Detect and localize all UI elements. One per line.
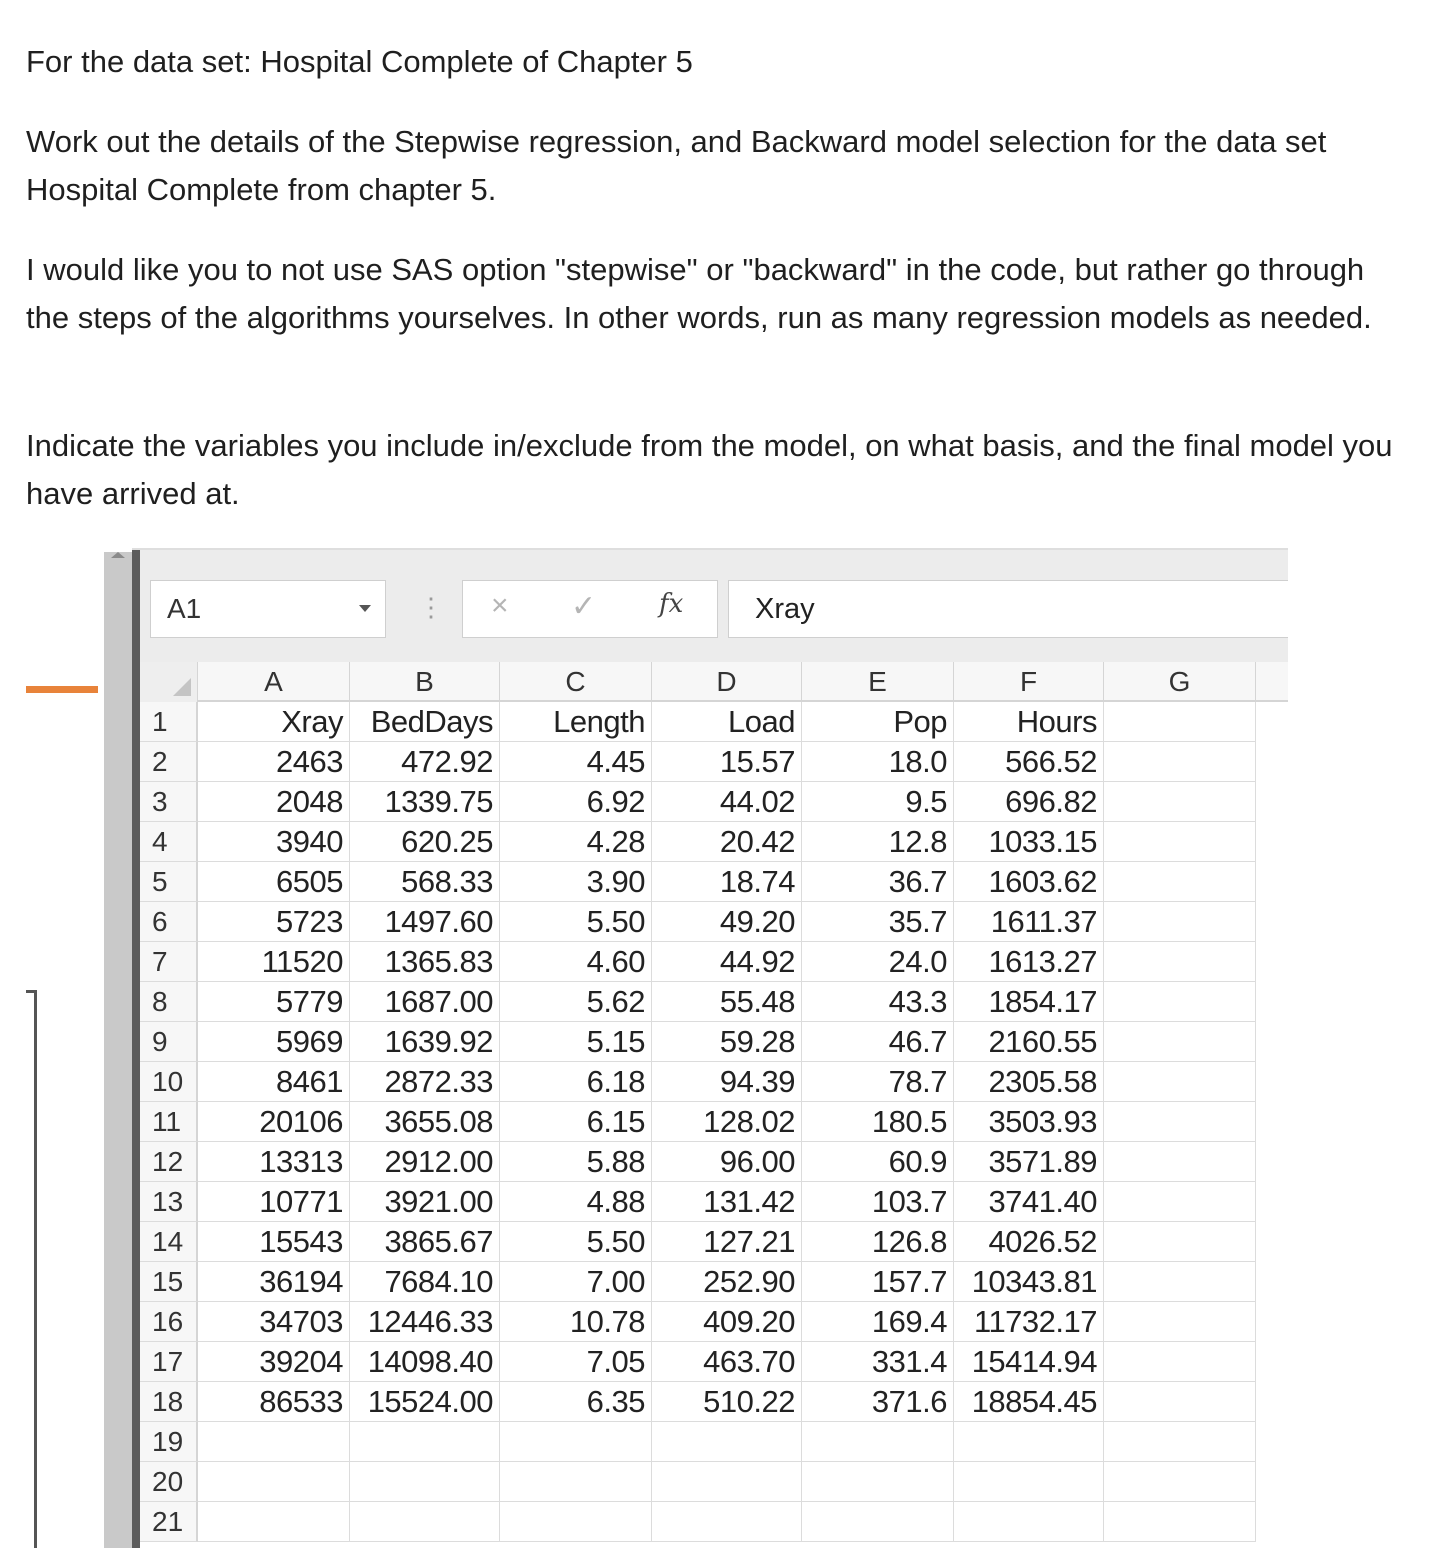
cell-e6[interactable]: 35.7: [802, 902, 954, 942]
cell-d16[interactable]: 409.20: [652, 1302, 802, 1342]
cell-b20[interactable]: [350, 1462, 500, 1502]
cell-c17[interactable]: 7.05: [500, 1342, 652, 1382]
cell-c8[interactable]: 5.62: [500, 982, 652, 1022]
cell-a8[interactable]: 5779: [198, 982, 350, 1022]
cell-g12[interactable]: [1104, 1142, 1256, 1182]
cell-c1[interactable]: Length: [500, 702, 652, 742]
cell-b12[interactable]: 2912.00: [350, 1142, 500, 1182]
row-header-2[interactable]: 2: [140, 742, 198, 782]
select-all-corner[interactable]: [140, 662, 198, 702]
cell-f17[interactable]: 15414.94: [954, 1342, 1104, 1382]
formula-bar-buttons: [462, 580, 718, 638]
cell-g11[interactable]: [1104, 1102, 1256, 1142]
cell-a16[interactable]: 34703: [198, 1302, 350, 1342]
cell-e17[interactable]: 331.4: [802, 1342, 954, 1382]
question-line-dataset: For the data set: Hospital Complete of Chapter 5: [26, 44, 693, 79]
cell-b14[interactable]: 3865.67: [350, 1222, 500, 1262]
cell-c6[interactable]: 5.50: [500, 902, 652, 942]
cell-c2[interactable]: 4.45: [500, 742, 652, 782]
cell-a10[interactable]: 8461: [198, 1062, 350, 1102]
cell-a5[interactable]: 6505: [198, 862, 350, 902]
column-header-c[interactable]: C: [500, 662, 652, 702]
accent-divider: [26, 686, 98, 693]
question-line-task: Work out the details of the Stepwise regression, and Backward model selection for the data set Hospital Complete from chapter 5.: [26, 124, 1327, 207]
cell-g5[interactable]: [1104, 862, 1256, 902]
cell-c7[interactable]: 4.60: [500, 942, 652, 982]
cell-c3[interactable]: 6.92: [500, 782, 652, 822]
cell-b16[interactable]: 12446.33: [350, 1302, 500, 1342]
cell-d18[interactable]: 510.22: [652, 1382, 802, 1422]
insert-function-icon[interactable]: fx: [659, 589, 684, 619]
cell-b19[interactable]: [350, 1422, 500, 1462]
cell-f5[interactable]: 1603.62: [954, 862, 1104, 902]
row-header-16[interactable]: 16: [140, 1302, 198, 1342]
row-header-6[interactable]: 6: [140, 902, 198, 942]
row-header-10[interactable]: 10: [140, 1062, 198, 1102]
cell-b11[interactable]: 3655.08: [350, 1102, 500, 1142]
cell-g7[interactable]: [1104, 942, 1256, 982]
cell-c20[interactable]: [500, 1462, 652, 1502]
cell-f6[interactable]: 1611.37: [954, 902, 1104, 942]
cell-f21[interactable]: [954, 1502, 1104, 1542]
cell-e16[interactable]: 169.4: [802, 1302, 954, 1342]
chevron-down-icon[interactable]: [359, 605, 371, 612]
cell-a14[interactable]: 15543: [198, 1222, 350, 1262]
cell-b15[interactable]: 7684.10: [350, 1262, 500, 1302]
cell-e1[interactable]: Pop: [802, 702, 954, 742]
cell-e4[interactable]: 12.8: [802, 822, 954, 862]
select-all-triangle-icon[interactable]: [173, 678, 191, 696]
cell-e7[interactable]: 24.0: [802, 942, 954, 982]
column-header-b[interactable]: B: [350, 662, 500, 702]
cell-c10[interactable]: 6.18: [500, 1062, 652, 1102]
cell-c13[interactable]: 4.88: [500, 1182, 652, 1222]
cell-c15[interactable]: 7.00: [500, 1262, 652, 1302]
row-header-21[interactable]: 21: [140, 1502, 198, 1542]
cell-e20[interactable]: [802, 1462, 954, 1502]
cell-c12[interactable]: 5.88: [500, 1142, 652, 1182]
cell-f15[interactable]: 10343.81: [954, 1262, 1104, 1302]
cell-a18[interactable]: 86533: [198, 1382, 350, 1422]
row-header-14[interactable]: 14: [140, 1222, 198, 1262]
cell-d4[interactable]: 20.42: [652, 822, 802, 862]
cell-g19[interactable]: [1104, 1422, 1256, 1462]
row-header-9[interactable]: 9: [140, 1022, 198, 1062]
row-header-20[interactable]: 20: [140, 1462, 198, 1502]
cell-f4[interactable]: 1033.15: [954, 822, 1104, 862]
cell-d14[interactable]: 127.21: [652, 1222, 802, 1262]
cell-d2[interactable]: 15.57: [652, 742, 802, 782]
question-line-deliverable: Indicate the variables you include in/exclude from the model, on what basis, and the final model you have arrived at.: [26, 428, 1393, 511]
cell-e8[interactable]: 43.3: [802, 982, 954, 1022]
cell-d10[interactable]: 94.39: [652, 1062, 802, 1102]
cell-a6[interactable]: 5723: [198, 902, 350, 942]
cell-a3[interactable]: 2048: [198, 782, 350, 822]
cell-c21[interactable]: [500, 1502, 652, 1542]
row-header-18[interactable]: 18: [140, 1382, 198, 1422]
cell-g20[interactable]: [1104, 1462, 1256, 1502]
name-box-value: A1: [167, 593, 202, 624]
cell-d7[interactable]: 44.92: [652, 942, 802, 982]
cell-a2[interactable]: 2463: [198, 742, 350, 782]
row-header-3[interactable]: 3: [140, 782, 198, 822]
cell-e2[interactable]: 18.0: [802, 742, 954, 782]
cell-g17[interactable]: [1104, 1342, 1256, 1382]
cell-g2[interactable]: [1104, 742, 1256, 782]
cell-f7[interactable]: 1613.27: [954, 942, 1104, 982]
column-header-a[interactable]: A: [198, 662, 350, 702]
cell-a1[interactable]: Xray: [198, 702, 350, 742]
row-header-17[interactable]: 17: [140, 1342, 198, 1382]
cell-b2[interactable]: 472.92: [350, 742, 500, 782]
cell-c18[interactable]: 6.35: [500, 1382, 652, 1422]
cell-d12[interactable]: 96.00: [652, 1142, 802, 1182]
row-header-11[interactable]: 11: [140, 1102, 198, 1142]
cell-b10[interactable]: 2872.33: [350, 1062, 500, 1102]
cell-b6[interactable]: 1497.60: [350, 902, 500, 942]
row-header-13[interactable]: 13: [140, 1182, 198, 1222]
cell-g3[interactable]: [1104, 782, 1256, 822]
row-header-15[interactable]: 15: [140, 1262, 198, 1302]
cell-f19[interactable]: [954, 1422, 1104, 1462]
cell-a7[interactable]: 11520: [198, 942, 350, 982]
cell-g10[interactable]: [1104, 1062, 1256, 1102]
cell-f16[interactable]: 11732.17: [954, 1302, 1104, 1342]
cell-e5[interactable]: 36.7: [802, 862, 954, 902]
column-header-row: [140, 662, 1288, 702]
cell-e21[interactable]: [802, 1502, 954, 1542]
spreadsheet-grid: [140, 662, 1288, 1548]
row-header-19[interactable]: 19: [140, 1422, 198, 1462]
cell-b7[interactable]: 1365.83: [350, 942, 500, 982]
row-header-12[interactable]: 12: [140, 1142, 198, 1182]
cell-e18[interactable]: 371.6: [802, 1382, 954, 1422]
cell-b5[interactable]: 568.33: [350, 862, 500, 902]
cell-c16[interactable]: 10.78: [500, 1302, 652, 1342]
cell-b17[interactable]: 14098.40: [350, 1342, 500, 1382]
cell-c11[interactable]: 6.15: [500, 1102, 652, 1142]
cell-f3[interactable]: 696.82: [954, 782, 1104, 822]
excel-left-border: [132, 550, 140, 1548]
name-box[interactable]: [150, 580, 386, 638]
cell-d11[interactable]: 128.02: [652, 1102, 802, 1142]
row-header-1[interactable]: 1: [140, 702, 198, 742]
cell-d3[interactable]: 44.02: [652, 782, 802, 822]
cell-f13[interactable]: 3741.40: [954, 1182, 1104, 1222]
cell-f2[interactable]: 566.52: [954, 742, 1104, 782]
cell-b13[interactable]: 3921.00: [350, 1182, 500, 1222]
cell-g16[interactable]: [1104, 1302, 1256, 1342]
cell-a17[interactable]: 39204: [198, 1342, 350, 1382]
cell-b1[interactable]: BedDays: [350, 702, 500, 742]
cell-b9[interactable]: 1639.92: [350, 1022, 500, 1062]
cell-d5[interactable]: 18.74: [652, 862, 802, 902]
cell-g21[interactable]: [1104, 1502, 1256, 1542]
cell-g8[interactable]: [1104, 982, 1256, 1022]
cell-a15[interactable]: 36194: [198, 1262, 350, 1302]
cell-a13[interactable]: 10771: [198, 1182, 350, 1222]
row-header-5[interactable]: 5: [140, 862, 198, 902]
cell-c14[interactable]: 5.50: [500, 1222, 652, 1262]
column-header-g[interactable]: G: [1104, 662, 1256, 702]
cell-b3[interactable]: 1339.75: [350, 782, 500, 822]
cell-f12[interactable]: 3571.89: [954, 1142, 1104, 1182]
cell-g4[interactable]: [1104, 822, 1256, 862]
enter-check-icon[interactable]: ✓: [571, 590, 597, 623]
cancel-icon[interactable]: ×: [491, 589, 509, 622]
cell-a20[interactable]: [198, 1462, 350, 1502]
cell-e9[interactable]: 46.7: [802, 1022, 954, 1062]
cell-a19[interactable]: [198, 1422, 350, 1462]
cell-e15[interactable]: 157.7: [802, 1262, 954, 1302]
cell-d21[interactable]: [652, 1502, 802, 1542]
cell-d17[interactable]: 463.70: [652, 1342, 802, 1382]
cell-a9[interactable]: 5969: [198, 1022, 350, 1062]
cell-f11[interactable]: 3503.93: [954, 1102, 1104, 1142]
left-bracket: [34, 990, 37, 1548]
cell-b4[interactable]: 620.25: [350, 822, 500, 862]
cell-d13[interactable]: 131.42: [652, 1182, 802, 1222]
cell-f1[interactable]: Hours: [954, 702, 1104, 742]
cell-d20[interactable]: [652, 1462, 802, 1502]
cell-g14[interactable]: [1104, 1222, 1256, 1262]
cell-f9[interactable]: 2160.55: [954, 1022, 1104, 1062]
cell-b21[interactable]: [350, 1502, 500, 1542]
cell-a11[interactable]: 20106: [198, 1102, 350, 1142]
cell-e13[interactable]: 103.7: [802, 1182, 954, 1222]
row-header-7[interactable]: 7: [140, 942, 198, 982]
cell-d15[interactable]: 252.90: [652, 1262, 802, 1302]
column-header-d[interactable]: D: [652, 662, 802, 702]
cell-e14[interactable]: 126.8: [802, 1222, 954, 1262]
question-line-instructions: I would like you to not use SAS option "stepwise" or "backward" in the code, but rather go through the steps of the algorithms yourselves. In other words, run as many regression models as needed.: [26, 252, 1372, 335]
cell-d1[interactable]: Load: [652, 702, 802, 742]
cell-a4[interactable]: 3940: [198, 822, 350, 862]
vertical-scrollbar[interactable]: [104, 552, 132, 1548]
row-header-8[interactable]: 8: [140, 982, 198, 1022]
cell-c4[interactable]: 4.28: [500, 822, 652, 862]
cell-f18[interactable]: 18854.45: [954, 1382, 1104, 1422]
cell-g6[interactable]: [1104, 902, 1256, 942]
cell-g1[interactable]: [1104, 702, 1256, 742]
cell-c9[interactable]: 5.15: [500, 1022, 652, 1062]
scroll-up-arrow-icon[interactable]: [111, 552, 125, 558]
cell-e3[interactable]: 9.5: [802, 782, 954, 822]
cell-e12[interactable]: 60.9: [802, 1142, 954, 1182]
column-header-e[interactable]: E: [802, 662, 954, 702]
cell-d9[interactable]: 59.28: [652, 1022, 802, 1062]
formula-bar[interactable]: [728, 580, 1288, 638]
cell-e19[interactable]: [802, 1422, 954, 1462]
cell-f20[interactable]: [954, 1462, 1104, 1502]
formula-bar-resize-handle-icon[interactable]: ⋮: [418, 592, 444, 622]
cell-a12[interactable]: 13313: [198, 1142, 350, 1182]
cell-c5[interactable]: 3.90: [500, 862, 652, 902]
cell-b8[interactable]: 1687.00: [350, 982, 500, 1022]
column-header-f[interactable]: F: [954, 662, 1104, 702]
row-header-4[interactable]: 4: [140, 822, 198, 862]
cell-d19[interactable]: [652, 1422, 802, 1462]
cell-e10[interactable]: 78.7: [802, 1062, 954, 1102]
cell-g9[interactable]: [1104, 1022, 1256, 1062]
cell-c19[interactable]: [500, 1422, 652, 1462]
formula-bar-content: Xray: [755, 593, 815, 625]
cell-g15[interactable]: [1104, 1262, 1256, 1302]
cell-a21[interactable]: [198, 1502, 350, 1542]
cell-f10[interactable]: 2305.58: [954, 1062, 1104, 1102]
cell-g18[interactable]: [1104, 1382, 1256, 1422]
cell-b18[interactable]: 15524.00: [350, 1382, 500, 1422]
cell-g13[interactable]: [1104, 1182, 1256, 1222]
cell-d8[interactable]: 55.48: [652, 982, 802, 1022]
cell-f14[interactable]: 4026.52: [954, 1222, 1104, 1262]
cell-d6[interactable]: 49.20: [652, 902, 802, 942]
cell-f8[interactable]: 1854.17: [954, 982, 1104, 1022]
cell-e11[interactable]: 180.5: [802, 1102, 954, 1142]
